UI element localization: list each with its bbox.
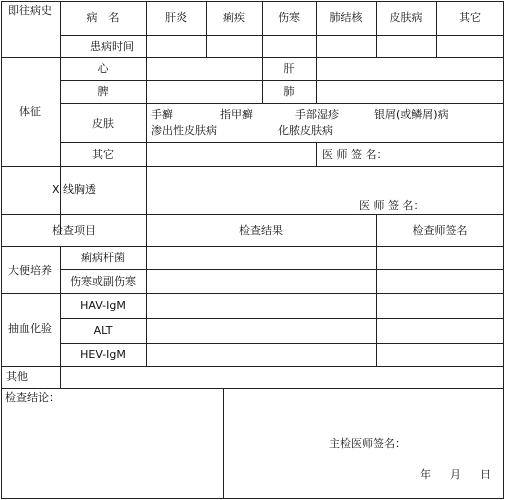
divider	[60, 343, 504, 344]
divider	[1, 366, 504, 367]
disease-dysentery: 痢疾	[223, 11, 245, 24]
stool-culture-row-header: 大便培养	[8, 264, 52, 277]
divider	[376, 1, 377, 57]
divider	[316, 57, 317, 103]
stool-item: 伤寒或副伤寒	[70, 275, 136, 288]
skin-condition: 手部湿疹	[295, 108, 339, 121]
divider	[1, 293, 504, 294]
divider	[316, 142, 317, 166]
divider	[60, 80, 504, 81]
disease-hepatitis: 肝炎	[165, 11, 187, 24]
divider	[262, 57, 263, 103]
divider	[1, 57, 504, 58]
date-month: 月	[450, 468, 461, 481]
divider	[60, 35, 504, 36]
liver-label: 肝	[283, 62, 295, 75]
divider	[146, 214, 147, 366]
divider	[206, 1, 207, 57]
blood-test-row-header: 抽血化验	[8, 322, 52, 335]
date-year: 年	[420, 468, 431, 481]
skin-condition: 手癣	[151, 108, 173, 121]
border-bottom	[1, 498, 504, 499]
disease-other: 其它	[459, 11, 481, 24]
disease-tuberculosis: 肺结核	[329, 11, 363, 24]
history-row-header: 即往病史	[8, 4, 52, 17]
skin-condition: 指甲癣	[220, 108, 253, 121]
conclusion-label: 检查结论：	[5, 391, 60, 404]
divider	[223, 388, 224, 498]
divider	[316, 1, 317, 57]
stool-item: 痢病杆菌	[81, 251, 125, 264]
divider	[60, 318, 504, 319]
physical-other-label: 其它	[92, 148, 114, 161]
border-right	[503, 1, 504, 499]
skin-condition: 银屑(或鳞屑)病	[374, 108, 449, 121]
lung-label: 肺	[283, 85, 295, 98]
divider	[1, 214, 504, 215]
divider	[1, 246, 504, 247]
heart-label: 心	[97, 62, 109, 75]
divider	[262, 1, 263, 57]
divider	[60, 246, 61, 388]
disease-typhoid: 伤寒	[278, 11, 300, 24]
lab-other-label: 其他	[6, 370, 28, 383]
header-exam-result: 检查结果	[239, 224, 283, 237]
divider	[60, 1, 61, 234]
disease-skin: 皮肤病	[389, 11, 423, 24]
xray-doctor-signature-label: 医 师 签 名：	[359, 199, 425, 212]
divider	[146, 57, 147, 166]
spleen-label: 脾	[97, 85, 109, 98]
doctor-signature-label: 医 师 签 名：	[322, 148, 388, 161]
divider	[1, 166, 504, 167]
divider	[376, 214, 377, 366]
divider	[436, 1, 437, 57]
divider	[146, 1, 147, 57]
border-left	[1, 1, 2, 499]
skin-condition: 渗出性皮肤病	[151, 124, 217, 137]
header-exam-item: 检查项目	[52, 224, 96, 237]
border-top	[1, 1, 504, 2]
disease-name-header: 病 名	[86, 11, 120, 24]
divider	[60, 103, 504, 104]
date-day: 日	[480, 468, 491, 481]
divider	[1, 388, 504, 389]
blood-item: ALT	[93, 324, 113, 337]
chief-doctor-signature-label: 主检医师签名：	[329, 437, 406, 450]
skin-label: 皮肤	[92, 117, 114, 130]
blood-item: HAV-IgM	[80, 299, 126, 312]
physical-exam-row-header: 体征	[19, 105, 41, 118]
skin-condition: 化脓皮肤病	[278, 124, 333, 137]
header-examiner-signature: 检查师签名	[412, 224, 468, 237]
xray-label: X 线胸透	[51, 183, 97, 196]
onset-time-label: 患病时间	[90, 40, 134, 53]
divider	[60, 142, 504, 143]
blood-item: HEV-IgM	[80, 348, 126, 361]
divider	[60, 269, 504, 270]
divider	[146, 166, 147, 214]
